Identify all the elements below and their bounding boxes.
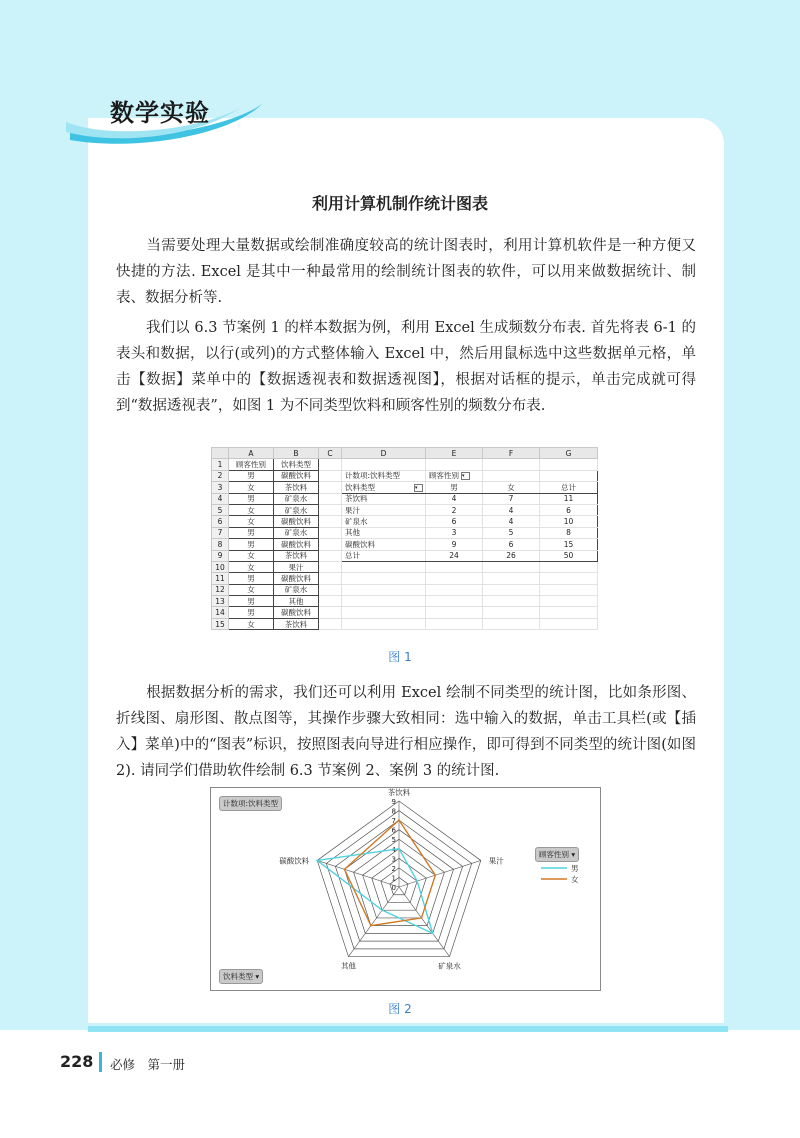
cell-empty[interactable] [319,493,342,504]
cell-gender[interactable]: 男 [229,527,274,538]
cell-empty[interactable] [342,584,426,595]
column-header[interactable]: E [426,448,483,459]
row-number[interactable]: 4 [212,493,229,504]
cell-empty[interactable] [426,459,483,470]
pivot-row-label[interactable]: 碳酸饮料 [342,539,426,550]
cell-empty[interactable] [342,607,426,618]
pivot-value[interactable]: 4 [483,516,540,527]
data-point [316,860,318,862]
column-header[interactable]: D [342,448,426,459]
cell-empty[interactable] [540,618,598,629]
cell-empty[interactable] [483,561,540,572]
data-point [432,933,434,935]
row-number[interactable]: 1 [212,459,229,470]
data-point [421,917,423,919]
tick-label: 6 [391,826,396,835]
book-name: 必修 第一册 [110,1057,186,1072]
row-number[interactable]: 12 [212,584,229,595]
cell-drink[interactable]: 茶饮料 [274,550,319,561]
data-point [416,880,418,882]
cell-empty[interactable] [483,573,540,584]
header-swoosh [0,0,800,160]
pivot-value[interactable]: 11 [540,493,598,504]
cell-empty[interactable] [426,618,483,629]
cell-drink[interactable]: 果汁 [274,561,319,572]
cell-empty[interactable] [426,596,483,607]
cell-gender[interactable]: 女 [229,550,274,561]
cell-empty[interactable] [319,573,342,584]
cell-empty[interactable] [483,618,540,629]
cell-gender[interactable]: 女 [229,504,274,515]
cell-drink[interactable]: 矿泉水 [274,493,319,504]
cell-empty[interactable] [319,561,342,572]
sheet-table [211,447,598,630]
cell-drink[interactable]: 矿泉水 [274,527,319,538]
category-label: 其他 [340,961,356,971]
cell-empty[interactable] [426,561,483,572]
paragraph-1: 当需要处理大量数据或绘制准确度较高的统计图表时，利用计算机软件是一种方便又快捷的方法. Excel 是其中一种最常用的绘制统计图表的软件，可以用来做数据统计、制表、数据分析等. [116,238,696,306]
tick-label: 1 [391,874,396,883]
pivot-row-field-label: 饮料类型 [345,482,375,492]
column-header[interactable]: G [540,448,598,459]
document-title: 利用计算机制作统计图表 [311,194,488,213]
pivot-value[interactable]: 50 [540,550,598,561]
cell-gender[interactable]: 男 [229,607,274,618]
pivot-col-field[interactable] [426,470,483,481]
row-number[interactable]: 2 [212,470,229,481]
paragraph-2: 我们以 6.3 节案例 1 的样本数据为例，利用 Excel 生成频数分布表. 首先将表 6-1 的表头和数据，以行(或列)的方式整体输入 Excel 中，然后用鼠标选中这些数据单元格，单击【数据】菜单中的【数据透视表和数据透视图】，根据对话框的提示，单击完成就可得到“数据透视表”，如图 1 为不同类型饮料和顾客性别的频数分布表. [116,320,696,414]
cell-empty[interactable] [483,607,540,618]
row-number[interactable]: 7 [212,527,229,538]
sheet-row [212,504,598,515]
tick-label: 7 [391,817,396,826]
cell-empty[interactable] [342,459,426,470]
cell-empty[interactable] [342,596,426,607]
cell-gender[interactable]: 女 [229,584,274,595]
chevron-down-icon: ▾ [255,972,260,981]
cell-empty[interactable] [483,459,540,470]
cell-empty[interactable] [319,504,342,515]
cell-gender[interactable]: 女 [229,482,274,493]
cell-drink[interactable]: 碳酸饮料 [274,607,319,618]
cell-empty[interactable] [426,584,483,595]
sheet-row [212,539,598,550]
column-header[interactable]: C [319,448,342,459]
cell-gender[interactable]: 男 [229,539,274,550]
series-line-male [317,849,432,934]
data-point [398,819,400,821]
row-number[interactable]: 10 [212,561,229,572]
row-number[interactable]: 9 [212,550,229,561]
category-label: 果汁 [488,856,504,866]
cell-gender[interactable]: 女 [229,516,274,527]
pivot-value[interactable]: 4 [483,504,540,515]
data-point [435,874,437,876]
cell-empty[interactable] [540,596,598,607]
pivot-col-value[interactable]: 女 [483,482,540,493]
pivot-value[interactable]: 3 [426,527,483,538]
cell-drink[interactable]: 饮料类型 [274,459,319,470]
spoke-line [348,887,399,957]
cell-drink[interactable]: 碳酸饮料 [274,470,319,481]
cell-empty[interactable] [540,584,598,595]
radar-plot [211,788,600,990]
cell-drink[interactable]: 茶饮料 [274,618,319,629]
cell-gender[interactable]: 顾客性别 [229,459,274,470]
pivot-row-label[interactable]: 茶饮料 [342,493,426,504]
tick-label: 9 [391,798,396,806]
cell-empty[interactable] [540,470,598,481]
cell-empty[interactable] [426,573,483,584]
row-number[interactable]: 14 [212,607,229,618]
chart-title-button[interactable]: 计数项:饮料类型 [219,796,282,811]
cell-gender[interactable]: 男 [229,470,274,481]
cell-drink[interactable]: 其他 [274,596,319,607]
pivot-value[interactable]: 7 [483,493,540,504]
data-point [370,925,372,927]
pivot-value[interactable]: 6 [426,516,483,527]
pivot-value[interactable]: 9 [426,539,483,550]
sheet-row [212,516,598,527]
tick-label: 3 [391,855,396,864]
pivot-value[interactable]: 2 [426,504,483,515]
sheet-row [212,493,598,504]
cell-drink[interactable]: 碳酸饮料 [274,516,319,527]
sheet-row [212,607,598,618]
pivot-value[interactable]: 8 [540,527,598,538]
cell-empty[interactable] [319,596,342,607]
cell-empty[interactable] [319,539,342,550]
pivot-value[interactable]: 24 [426,550,483,561]
legend-label: 女 [571,875,579,884]
cell-empty[interactable] [483,470,540,481]
tick-label: 5 [391,836,396,845]
cell-drink[interactable]: 矿泉水 [274,584,319,595]
sheet-row [212,470,598,481]
legend-label: 男 [571,864,579,873]
cell-gender[interactable]: 男 [229,596,274,607]
data-point [381,909,383,911]
column-header[interactable]: B [274,448,319,459]
cell-empty[interactable] [483,584,540,595]
category-label: 矿泉水 [438,961,461,971]
excel-sheet [211,447,598,630]
row-number[interactable]: 8 [212,539,229,550]
sheet-row [212,584,598,595]
cell-empty[interactable] [342,573,426,584]
section-title: 数学实验 [110,99,210,127]
cell-gender[interactable]: 男 [229,493,274,504]
cell-gender[interactable]: 女 [229,561,274,572]
cell-empty[interactable] [319,618,342,629]
footer-divider [88,1026,728,1032]
pivot-row-field[interactable] [342,482,426,493]
tick-label: 0 [391,884,396,892]
cell-empty[interactable] [342,561,426,572]
data-point [344,868,346,870]
row-number[interactable]: 15 [212,618,229,629]
pivot-value[interactable]: 26 [483,550,540,561]
radar-chart [210,787,601,991]
column-header[interactable]: F [483,448,540,459]
cell-empty[interactable] [540,573,598,584]
cell-drink[interactable]: 矿泉水 [274,504,319,515]
select-all-corner[interactable] [212,448,229,459]
row-number[interactable]: 5 [212,504,229,515]
row-number[interactable]: 11 [212,573,229,584]
pivot-row-label[interactable]: 矿泉水 [342,516,426,527]
pivot-value[interactable]: 5 [483,527,540,538]
cell-empty[interactable] [319,482,342,493]
pivot-row-label[interactable]: 果汁 [342,504,426,515]
pivot-row-label[interactable]: 其他 [342,527,426,538]
cell-empty[interactable] [426,607,483,618]
pivot-value[interactable]: 10 [540,516,598,527]
sheet-row [212,527,598,538]
cell-empty[interactable] [319,550,342,561]
pivot-col-value[interactable]: 男 [426,482,483,493]
dropdown-icon[interactable]: ▾ [414,484,423,492]
pivot-value[interactable]: 6 [483,539,540,550]
filter-button[interactable] [219,969,263,984]
pivot-value[interactable]: 4 [426,493,483,504]
cell-empty[interactable] [319,607,342,618]
filter-label: 饮料类型 [223,972,253,981]
cell-empty[interactable] [540,607,598,618]
cell-empty[interactable] [319,470,342,481]
column-header[interactable]: A [229,448,274,459]
category-label: 碳酸饮料 [279,856,310,866]
cell-drink[interactable]: 碳酸饮料 [274,573,319,584]
figure-2-caption: 图 2 [388,1002,412,1016]
row-number[interactable]: 13 [212,596,229,607]
cell-empty[interactable] [540,561,598,572]
cell-empty[interactable] [540,459,598,470]
tick-label: 4 [391,845,396,854]
cell-gender[interactable]: 女 [229,618,274,629]
dropdown-icon[interactable]: ▾ [461,472,470,480]
sheet-row [212,561,598,572]
pivot-col-field-label: 顾客性别 [429,471,459,481]
cell-drink[interactable]: 碳酸饮料 [274,539,319,550]
legend-title: 顾客性别 [539,850,569,859]
sheet-row [212,596,598,607]
cell-empty[interactable] [319,527,342,538]
sheet-row [212,618,598,629]
tick-label: 8 [391,807,396,816]
data-point [398,848,400,850]
pivot-row-label[interactable]: 总计 [342,550,426,561]
cell-empty[interactable] [319,584,342,595]
pivot-value[interactable]: 6 [540,504,598,515]
column-header-row [212,448,598,459]
cell-empty[interactable] [483,596,540,607]
cell-gender[interactable]: 男 [229,573,274,584]
category-label: 茶饮料 [387,788,411,797]
row-number[interactable]: 3 [212,482,229,493]
sheet-row [212,459,598,470]
sheet-row [212,482,598,493]
chevron-down-icon: ▾ [571,850,576,859]
figure-1-caption: 图 1 [388,650,412,664]
page-number-bar [99,1052,102,1072]
cell-drink[interactable]: 茶饮料 [274,482,319,493]
cell-empty[interactable] [319,459,342,470]
sheet-row [212,573,598,584]
row-number[interactable]: 6 [212,516,229,527]
pivot-count-label[interactable]: 计数项:饮料类型 [342,470,426,481]
tick-label: 2 [391,864,396,873]
paragraph-3: 根据数据分析的需求，我们还可以利用 Excel 绘制不同类型的统计图，比如条形图、折线图、扇形图、散点图等，其操作步骤大致相同：选中输入的数据，单击工具栏(或【插入】菜单)中的“图表”标识，按照图表向导进行相应操作，即可得到不同类型的统计图(如图 2). 请同学们借助软件绘制 6.3 节案例 2、案例 3 的统计图. [116,685,696,779]
page-number: 228 [60,1052,94,1071]
legend-title-button[interactable] [535,847,579,862]
pivot-col-value[interactable]: 总计 [540,482,598,493]
pivot-value[interactable]: 15 [540,539,598,550]
cell-empty[interactable] [342,618,426,629]
cell-empty[interactable] [319,516,342,527]
sheet-row [212,550,598,561]
